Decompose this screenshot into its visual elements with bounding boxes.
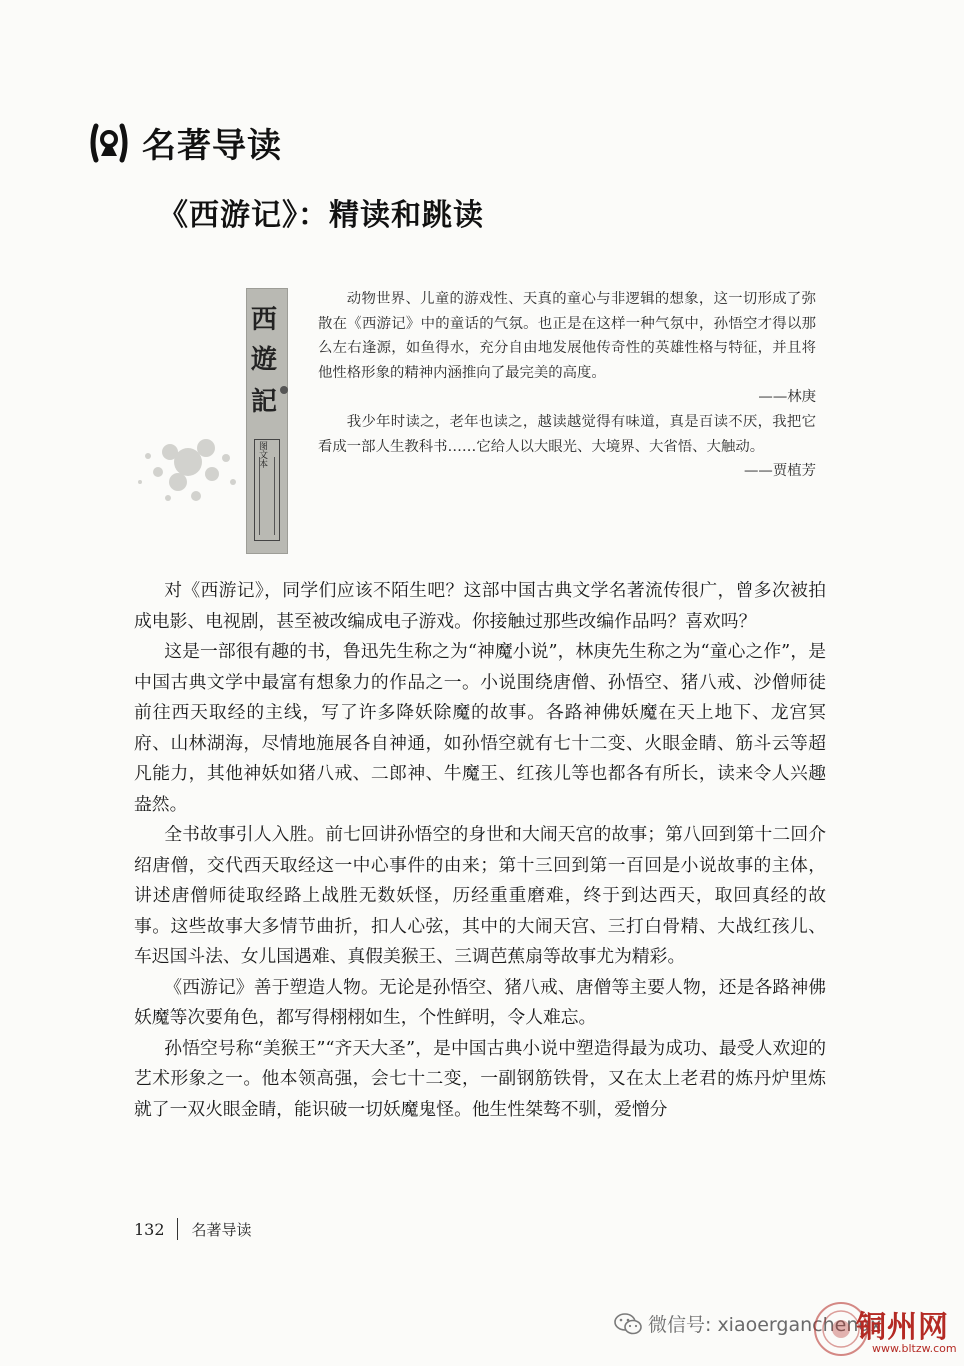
ink-splash-decoration [128,412,248,516]
body-paragraph: 全书故事引人入胜。前七回讲孙悟空的身世和大闹天宫的故事；第八回到第十二回介绍唐僧，交代西天取经这一中心事件的由来；第十三回到第一百回是小说故事的主体，讲述唐僧师徒取经路上战胜无数妖怪，历经重重磨难，终于到达西天，取回真经的故事。这些故事大多情节曲折，扣人心弦，其中的大闹天宫、三打白骨精、大战红孩儿、车迟国斗法、女儿国遇难、真假美猴王、三调芭蕉扇等故事尤为精彩。 [134,824,826,967]
article-body [134,576,826,1125]
cover-title-char: 西 [251,305,278,335]
article-title: 《西游记》：精读和跳读 [158,198,484,233]
cover-decoration [259,457,275,535]
cover-title-char: 遊 [251,345,278,375]
quote-attribution: ——林庚 [758,389,816,406]
body-paragraph: 《西游记》善于塑造人物。无论是孙悟空、猪八戒、唐僧等主要人物，还是各路神佛妖魔等次要角色，都写得栩栩如生，个性鲜明，令人难忘。 [134,976,826,1028]
section-header [88,118,282,167]
wechat-icon [614,1313,642,1335]
body-paragraph: 孙悟空号称“美猴王”“齐天大圣”，是中国古典小说中塑造得最为成功、最受人欢迎的艺术形象之一。他本领高强，会七十二变，一副钢筋铁骨，又在太上老君的炼丹炉里炼就了一双火眼金睛，能识破一切妖魔鬼怪。他生性桀骜不驯，爱憎分 [134,1037,826,1120]
cover-seal-dot [280,386,288,394]
epigraph-quotes [318,287,816,484]
quote-text: 动物世界、儿童的游戏性、天真的童心与非逻辑的想象，这一切形成了弥散在《西游记》中的童话的气氛。也正是在这样一种气氛中，孙悟空才得以那么左右逢源，如鱼得水，充分自由地发展他传奇性的英雄性格与特征，并且将他性格形象的精神内涵推向了最完美的高度。 [318,291,816,381]
cover-band-label: 图文本 [257,441,267,468]
brand-url: www.bltzw.com [872,1342,957,1355]
body-paragraph: 对《西游记》，同学们应该不陌生吧？这部中国古典文学名著流传很广，曾多次被拍成电影、电视剧，甚至被改编成电子游戏。你接触过那些改编作品吗？喜欢吗？ [134,580,826,632]
quote-attribution: ——贾植芳 [744,463,816,480]
brand-name: 铜州网 [856,1310,949,1345]
section-title: 名著导读 [142,126,282,166]
footer-label: 名著导读 [191,1220,252,1239]
page-number: 132 [134,1219,165,1239]
body-paragraph: 这是一部很有趣的书，鲁迅先生称之为“神魔小说”，林庚先生称之为“童心之作”，是中国古典文学中最富有想象力的作品之一。小说围绕唐僧、孙悟空、猪八戒、沙僧师徒前往西天取经的主线，写了许多降妖除魔的故事。各路神佛妖魔在天上地下、龙宫冥府、山林湖海，尽情地施展各自神通，如孙悟空就有七十二变、火眼金睛、筋斗云等超凡能力，其他神妖如猪八戒、二郎神、牛魔王、红孩儿等也都各有所长，读来令人兴趣盎然。 [134,641,826,815]
footer-divider [177,1218,178,1240]
book-cover-image [246,288,288,554]
watermark-text: 微信号: xiaoerganchengx [648,1314,882,1336]
page-footer [134,1218,252,1240]
cover-title-char: 記 [251,387,278,417]
quote-text: 我少年时读之，老年也读之，越读越觉得有味道，真是百读不厌，我把它看成一部人生教科书……它给人以大眼光、大境界、大省悟、大触动。 [318,413,816,455]
reading-lamp-icon [88,122,130,164]
site-brand [812,1296,962,1362]
